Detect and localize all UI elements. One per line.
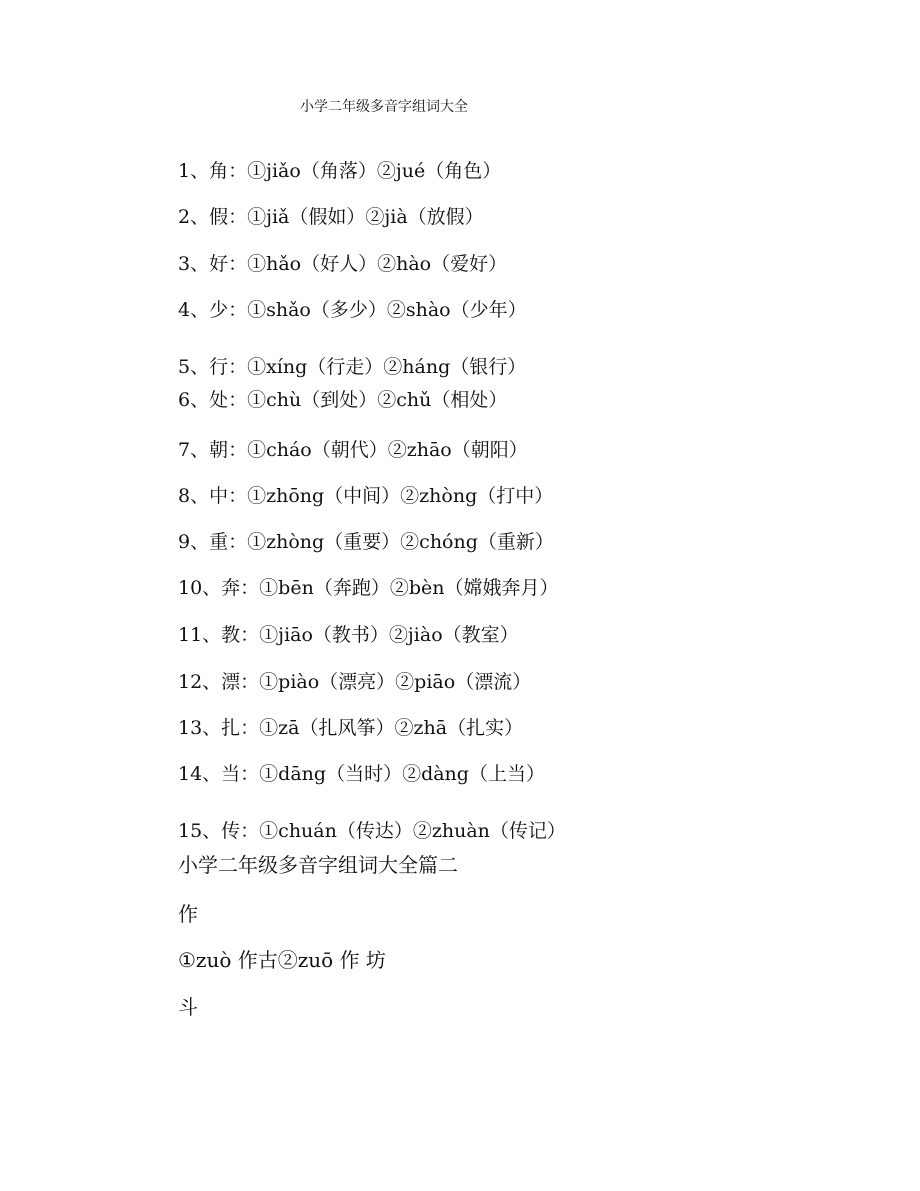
list-item-4: 4、少：①shǎo（多少）②shào（少年） <box>178 299 527 321</box>
list-item-15: 15、传：①chuán（传达）②zhuàn（传记） <box>178 820 566 842</box>
list-item-5: 5、行：①xíng（行走）②háng（银行） <box>178 356 527 378</box>
list-item-6: 6、处：①chù（到处）②chǔ（相处） <box>178 389 508 411</box>
document-title: 小学二年级多音字组词大全 <box>300 99 468 115</box>
list-item-14: 14、当：①dāng（当时）②dàng（上当） <box>178 763 545 785</box>
list-item-11: 11、教：①jiāo（教书）②jiào（教室） <box>178 624 519 646</box>
section-line-3: 斗 <box>178 995 198 1019</box>
list-item-9: 9、重：①zhòng（重要）②chóng（重新） <box>178 531 554 553</box>
list-item-12: 12、漂：①piào（漂亮）②piāo（漂流） <box>178 671 532 693</box>
list-item-2: 2、假：①jiǎ（假如）②jià（放假） <box>178 206 484 228</box>
list-item-10: 10、奔：①bēn（奔跑）②bèn（嫦娥奔月） <box>178 577 559 599</box>
list-item-13: 13、扎：①zā（扎风筝）②zhā（扎实） <box>178 717 524 739</box>
list-item-1: 1、角：①jiǎo（角落）②jué（角色） <box>178 160 502 182</box>
section-heading: 小学二年级多音字组词大全篇二 <box>178 853 458 877</box>
section-line-1: 作 <box>178 902 198 926</box>
section-line-2: ①zuò 作古②zuō 作 坊 <box>178 948 386 972</box>
list-item-7: 7、朝：①cháo（朝代）②zhāo（朝阳） <box>178 439 528 461</box>
list-item-8: 8、中：①zhōng（中间）②zhòng（打中） <box>178 485 554 507</box>
list-item-3: 3、好：①hǎo（好人）②hào（爱好） <box>178 253 508 275</box>
